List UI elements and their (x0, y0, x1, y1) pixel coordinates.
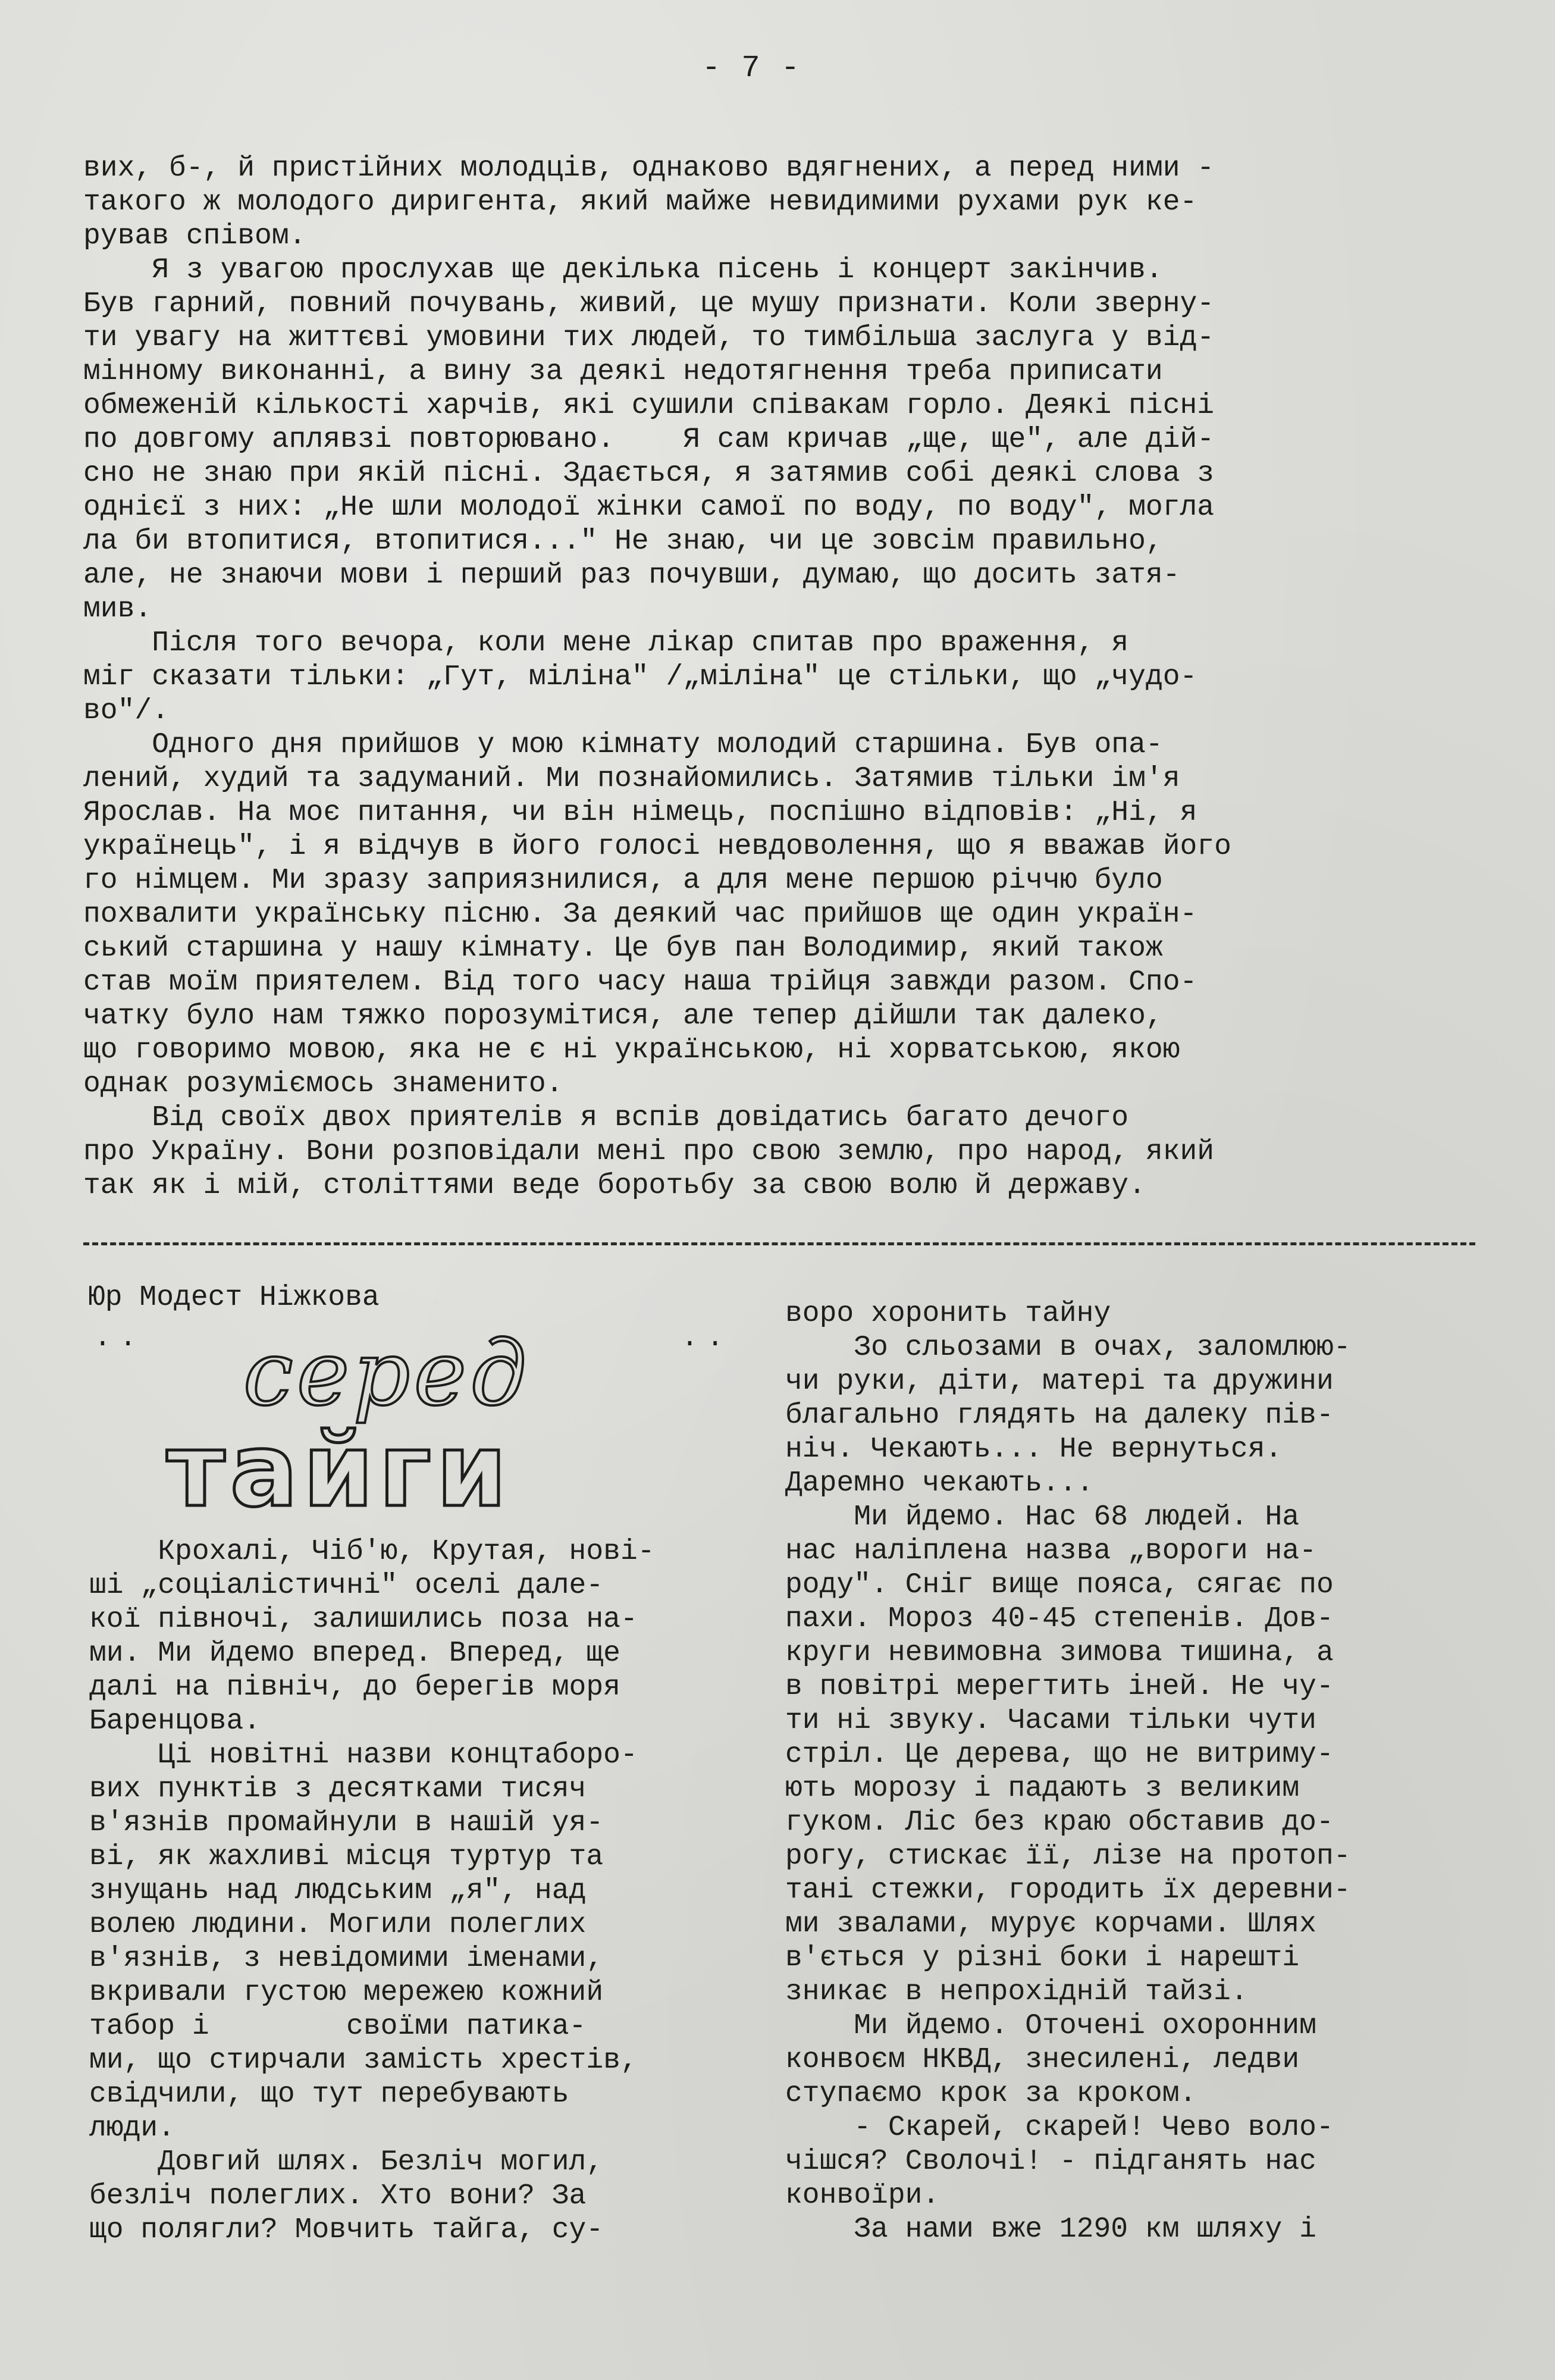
title-line-2: тайги (166, 1412, 512, 1517)
article-column-right: воро хоронить тайну Зо сльозами в очах, заломлюю- чи руки, діти, матері та дружини благально глядять на далеку пів- ніч. Чекають... Не вернуться. Даремно чекають... Ми йдемо. Нас 68 людей. На нас наліплена назва „вороги на- роду". Сніг вище пояса, сягає по пахи. Мороз 40-45 степенів. Дов- круги невимовна зимова тишина, а в повітрі мерегтить іней. Не чу- ти ні звуку. Часами тільки чути стріл. Це дерева, що не витриму- ють морозу і падають з великим гуком. Ліс без краю обставив до- рогу, стискає її, лізе на протоп- тані стежки, городить їх деревни- ми звалами, мурує корчами. Шлях в'ється у різні боки і нарешті зникає в непрохідній тайзі. Ми йдемо. Оточені охоронним конвоєм НКВД, знесилені, ледви ступаємо крок за кроком. - Скарей, скарей! Чево воло- чішся? Сволочі! - підганять нас конвоїри. За нами вже 1290 км шляху і (785, 1298, 1351, 2246)
ornament-dots-left: .. (94, 1322, 145, 1354)
title-line-1: серед (243, 1333, 531, 1426)
article-title (143, 1333, 678, 1517)
ornament-dots-right: .. (681, 1322, 732, 1354)
article-byline: Юр Модест Ніжкова (88, 1282, 380, 1314)
page-number: - 7 - (702, 51, 801, 86)
article-column-left: Крохалі, Чіб'ю, Крутая, нові- ші „соціалістичні" оселі дале- кої півночі, залишились поза на- ми. Ми йдемо вперед. Вперед, ще далі на північ, до берегів моря Баренцова. Ці новітні назви концтаборо- вих пунктів з десятками тисяч в'язнів промайнули в нашій уя- ві, як жахливі місця туртур та знущань над людським „я", над волею людини. Могили полеглих в'язнів, з невідомими іменами, вкривали густою мережею кожний табор і своїми патика- ми, що стирчали замість хрестів, свідчили, що тут перебувають люди. Довгий шлях. Безліч могил, безліч полеглих. Хто вони? За що полягли? Мовчить тайга, су- (89, 1536, 655, 2246)
section-divider (83, 1242, 1475, 1245)
memoir-text-continuation: вих, б-, й пристійних молодців, однаково вдягнених, а перед ними - такого ж молодого диригента, який майже невидимими рухами рук ке- рував співом. Я з увагою прослухав ще декілька пісень і концерт закінчив. Був гарний, повний почувань, живий, це мушу признати. Коли зверну- ти увагу на життєві умовини тих людей, то тимбільша заслуга у від- мінному виконанні, а вину за деякі недотягнення треба приписати обмеженій кількості харчів, які сушили співакам горло. Деякі пісні по довгому аплявзі повторювано. Я сам кричав „ще, ще", але дій- сно не знаю при якій пісні. Здається, я затямив собі деякі слова з однієї з них: „Не шли молодої жінки самої по воду, по воду", могла ла би втопитися, втопитися..." Не знаю, чи це зовсім правильно, але, не знаючи мови і перший раз почувши, думаю, що досить затя- мив. Після того вечора, коли мене лікар спитав про враження, я міг сказати тільки: „Гут, міліна" /„міліна" це стільки, що „чудо- во"/. Одного дня прийшов у мою кімнату молодий старшина. Був опа- лений, худий та задуманий. Ми познайомились. Затямив тільки ім'я Ярослав. На моє питання, чи він німець, поспішно відповів: „Ні, я українець", і я відчув в його голосі невдоволення, що я вважав його го німцем. Ми зразу заприязнилися, а для мене першою річчю було похвалити українську пісню. За деякий час прийшов ще один україн- ський старшина у нашу кімнату. Це був пан Володимир, який також став моїм приятелем. Від того часу наша трійця завжди разом. Спо- чатку було нам тяжко порозумітися, але тепер дійшли так далеко, що говоримо мовою, яка не є ні українською, ні хорватською, якою однак розуміємось знаменито. Від своїх двох приятелів я вспів довідатись багато дечого про Україну. Вони розповідали мені про свою землю, про народ, який так як і мій, століттями веде боротьбу за свою волю й державу. (83, 152, 1231, 1202)
